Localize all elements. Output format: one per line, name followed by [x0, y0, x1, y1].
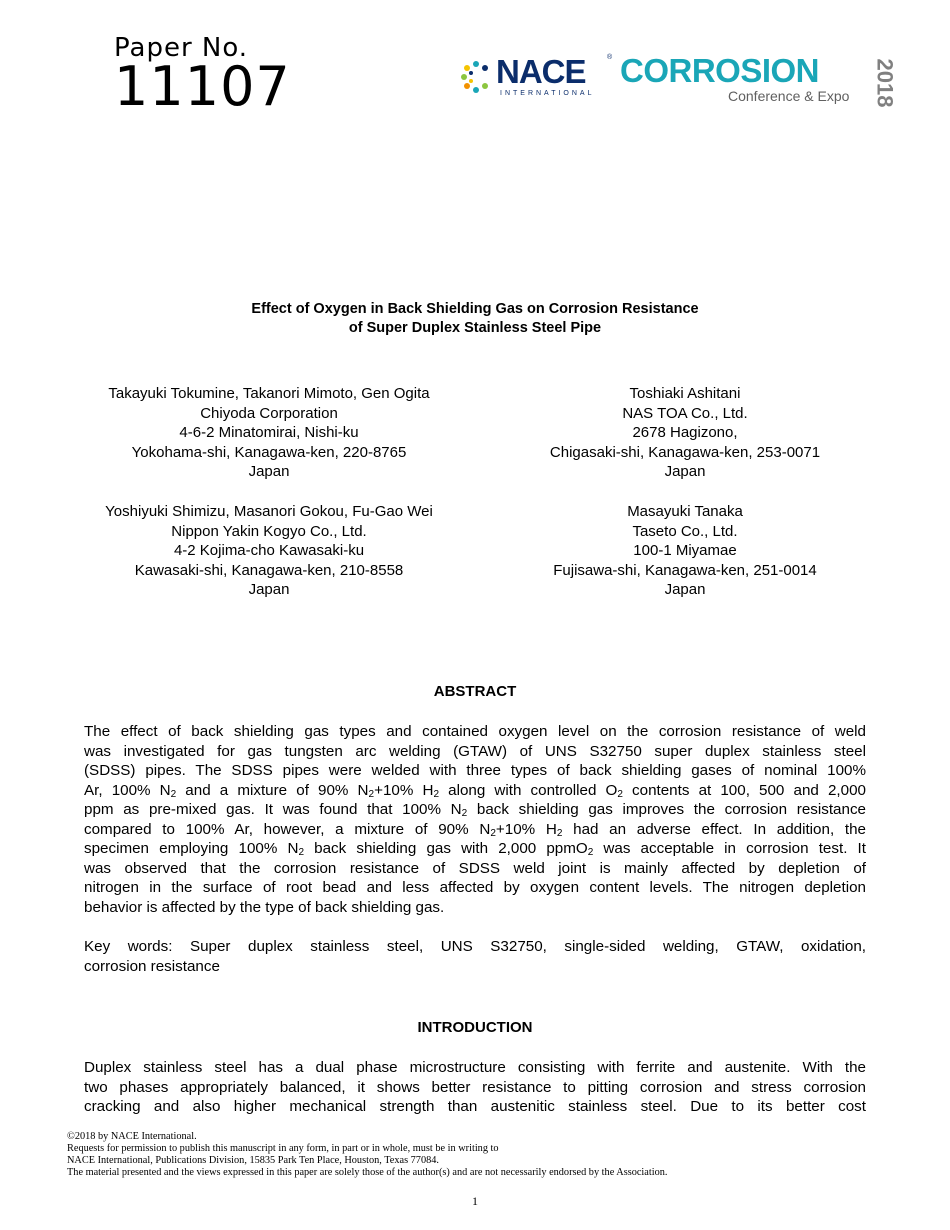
- text-run: Ar, 100% N: [84, 781, 171, 799]
- subscript: 2: [490, 827, 496, 839]
- text-line: NAS TOA Co., Ltd.: [622, 404, 748, 422]
- text-run: along with controlled O: [439, 781, 618, 799]
- text-run: two phases appropriately balanced, it shows better resistance to pitting corrosion and stress corrosion: [84, 1078, 866, 1096]
- text-line: Japan: [664, 463, 706, 480]
- text-run: compared to 100% Ar, however, a mixture of 90% N: [84, 820, 491, 838]
- text-line: 2678 Hagizono,: [632, 424, 738, 441]
- paragraph-line: [84, 839, 866, 859]
- text-run: and a mixture of 90% N: [176, 781, 369, 799]
- paper-title-line-1: Effect of Oxygen in Back Shielding Gas on Corrosion Resistance: [251, 301, 699, 317]
- subscript: 2: [587, 847, 594, 858]
- text-run: Key words: Super duplex stainless steel, UNS S32750, single-sided welding, GTAW, oxidation,: [84, 938, 866, 955]
- text-line: Fujisawa-shi, Kanagawa-ken, 251-0014: [553, 561, 817, 579]
- page-number: 1: [472, 1194, 478, 1208]
- text-run: back shielding gas with 2,000 ppmO: [304, 840, 588, 857]
- author-block: [84, 502, 454, 600]
- paragraph-line: [84, 722, 866, 742]
- paragraph-line: [84, 761, 866, 781]
- corrosion-wordmark: CORROSION: [620, 52, 820, 89]
- text-run: corrosion resistance: [84, 957, 220, 975]
- subscript: 2: [461, 808, 468, 819]
- text-line: Takayuki Tokumine, Takanori Mimoto, Gen Ogita: [108, 385, 430, 402]
- copyright-footer: [67, 1131, 897, 1179]
- text-run: +10% H: [495, 820, 557, 838]
- text-line: NACE International, Publications Division, 15835 Park Ten Place, Houston, Texas 77084.: [67, 1155, 439, 1166]
- text-line: The material presented and the views expressed in this paper are solely those of the author(s) and are not necessarily endorsed by the Association.: [67, 1167, 668, 1178]
- text-run: nitrogen in the surface of root bead and less affected by oxygen content levels. The nitrogen depletion: [84, 879, 866, 896]
- paragraph-line: [84, 742, 866, 762]
- nace-wordmark: NACE: [496, 53, 586, 90]
- author-block: [525, 502, 845, 600]
- text-line: Nippon Yakin Kogyo Co., Ltd.: [171, 522, 367, 540]
- subscript: 2: [170, 788, 177, 800]
- text-run: was acceptable in corrosion test. It: [593, 840, 866, 857]
- subscript: 2: [617, 788, 623, 800]
- text-line: ©2018 by NACE International.: [67, 1131, 197, 1142]
- paper-label: Paper No.: [114, 33, 249, 63]
- text-line: 4-2 Kojima-cho Kawasaki-ku: [173, 542, 365, 559]
- introduction-paragraph: [84, 1058, 866, 1117]
- paragraph-line: [84, 1097, 866, 1117]
- text-line: Japan: [248, 581, 290, 598]
- text-line: Japan: [664, 581, 706, 598]
- conference-expo-label: Conference & Expo: [728, 88, 850, 104]
- text-line: Chigasaki-shi, Kanagawa-ken, 253-0071: [549, 443, 821, 461]
- text-line: Requests for permission to publish this manuscript in any form, in part or in whole, must be in writing to: [67, 1143, 499, 1154]
- paragraph-line: [84, 781, 866, 801]
- text-line: Yokohama-shi, Kanagawa-ken, 220-8765: [131, 443, 407, 461]
- subscript: 2: [298, 847, 305, 858]
- text-line: Kawasaki-shi, Kanagawa-ken, 210-8558: [134, 561, 404, 579]
- paper-title-line-2: of Super Duplex Stainless Steel Pipe: [348, 320, 602, 336]
- paragraph-line: [84, 957, 866, 977]
- abstract-paragraph: [84, 722, 866, 917]
- text-line: Taseto Co., Ltd.: [632, 522, 738, 540]
- abstract-heading: ABSTRACT: [433, 683, 517, 700]
- paragraph-line: [84, 820, 866, 840]
- author-block: [84, 384, 454, 482]
- text-run: was observed that the corrosion resistance of SDSS weld joint is mainly affected by depletion of: [84, 859, 866, 877]
- text-run: ppm as pre-mixed gas. It was found that 100% N: [84, 801, 462, 818]
- text-run: back shielding gas improves the corrosion resistance: [467, 801, 866, 818]
- text-run: was investigated for gas tungsten arc welding (GTAW) of UNS S32750 super duplex stainless steel: [84, 742, 866, 760]
- paper-number: 11107: [114, 55, 291, 118]
- text-run: The effect of back shielding gas types and contained oxygen level on the corrosion resistance of weld: [84, 723, 866, 740]
- nace-emblem-icon: [456, 57, 496, 97]
- paragraph-line: [84, 898, 866, 918]
- text-line: Japan: [248, 463, 290, 480]
- text-run: cracking and also higher mechanical strength than austenitic stainless steel. Due to its better cost: [84, 1098, 866, 1115]
- author-block: [525, 384, 845, 482]
- text-line: 4-6-2 Minatomirai, Nishi-ku: [179, 424, 359, 441]
- paragraph-line: [84, 859, 866, 879]
- paragraph-line: [84, 937, 866, 957]
- text-run: contents at 100, 500 and 2,000: [622, 781, 866, 799]
- nace-international-wordmark: INTERNATIONAL: [500, 90, 595, 97]
- text-run: specimen employing 100% N: [84, 840, 299, 857]
- text-line: 100-1 Miyamae: [633, 542, 737, 559]
- paragraph-line: [84, 1058, 866, 1078]
- text-run: (SDSS) pipes. The SDSS pipes were welded with three types of back shielding gases of nominal 100%: [84, 762, 866, 779]
- paragraph-line: [84, 800, 866, 820]
- text-run: had an adverse effect. In addition, the: [562, 820, 866, 838]
- paragraph-line: [84, 878, 866, 898]
- paragraph-line: [84, 1078, 866, 1098]
- text-line: Masayuki Tanaka: [627, 503, 743, 520]
- nace-corrosion-logo: [456, 48, 896, 112]
- text-run: Duplex stainless steel has a dual phase microstructure consisting with ferrite and austenite. With the: [84, 1059, 866, 1076]
- introduction-heading: INTRODUCTION: [417, 1019, 533, 1036]
- subscript: 2: [556, 827, 563, 839]
- text-line: Toshiaki Ashitani: [629, 385, 741, 402]
- text-line: Yoshiyuki Shimizu, Masanori Gokou, Fu-Gao Wei: [105, 503, 433, 520]
- text-run: +10% H: [374, 781, 434, 799]
- registered-mark: ®: [607, 54, 613, 61]
- text-line: Chiyoda Corporation: [200, 404, 338, 422]
- conference-year: 2018: [872, 58, 898, 108]
- subscript: 2: [433, 788, 440, 800]
- keywords-paragraph: [84, 937, 866, 976]
- text-run: behavior is affected by the type of back shielding gas.: [84, 898, 445, 916]
- subscript: 2: [368, 788, 375, 800]
